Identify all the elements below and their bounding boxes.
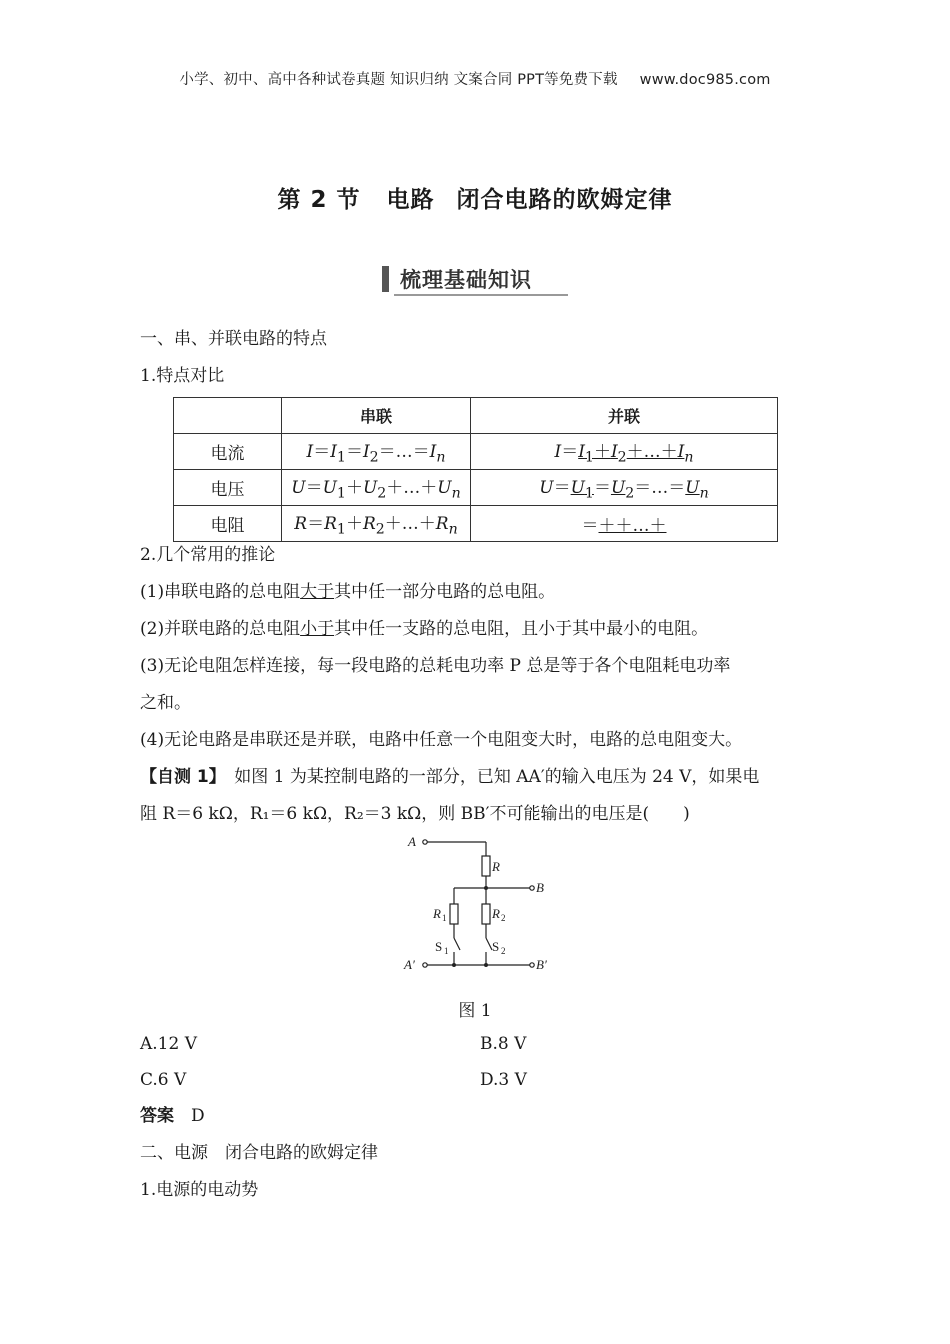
label-a-prime: A′	[404, 957, 415, 972]
label-r2-sub: 2	[501, 913, 506, 923]
option-d[interactable]: D.3 V	[480, 1070, 527, 1090]
corollary-2-answer: 小于	[300, 619, 335, 639]
self-test-line1: 【自测 1】 如图 1 为某控制电路的一部分，已知 AA′的输入电压为 24 V，如果电	[140, 767, 760, 787]
section2-heading: 二、电源 闭合电路的欧姆定律	[140, 1143, 378, 1163]
option-c[interactable]: C.6 V	[140, 1070, 187, 1090]
page-header	[0, 68, 950, 89]
label-s2: S	[492, 939, 500, 954]
subheading-comparison: 1.特点对比	[140, 366, 225, 386]
answer-label: 答案	[140, 1106, 174, 1126]
corollary-1-answer: 大于	[300, 582, 335, 602]
table-header-row	[174, 398, 778, 434]
self-test-line2: 阻 R＝6 kΩ，R₁＝6 kΩ，R₂＝3 kΩ，则 BB′不可能输出的电压是( )	[140, 804, 690, 824]
title-section: 第 2 节	[277, 187, 361, 213]
row-label-resistance: 电阻	[174, 506, 282, 542]
circuit-diagram	[400, 830, 560, 980]
label-s1: S	[435, 939, 443, 954]
table-header-series: 串联	[282, 398, 471, 434]
terminal-b-prime-icon	[530, 963, 534, 967]
label-r1-sub: 1	[442, 913, 447, 923]
resistor-r2-icon	[482, 904, 490, 924]
corollary-2: (2)并联电路的总电阻小于其中任一支路的总电阻，且小于其中最小的电阻。	[140, 619, 709, 639]
answer-line	[140, 1104, 205, 1128]
row-label-voltage: 电压	[174, 470, 282, 506]
label-r: R	[492, 859, 500, 874]
resistor-r-icon	[482, 856, 490, 876]
table-header-empty	[174, 398, 282, 434]
terminal-b-icon	[530, 886, 534, 890]
label-s1-sub: 1	[444, 946, 449, 956]
option-b[interactable]: B.8 V	[480, 1034, 527, 1054]
label-b-prime: B′	[536, 957, 547, 972]
section2-subheading: 1.电源的电动势	[140, 1180, 259, 1200]
self-test-tag: 【自测 1】	[140, 767, 218, 787]
label-b: B	[536, 880, 544, 895]
series-current-formula: $I=I_1=I_2=\dots=I_n$	[282, 434, 471, 470]
parallel-current-formula: $I=I_1+I_2+\dots+I_n$	[471, 434, 778, 470]
label-s2-sub: 2	[501, 946, 506, 956]
parallel-voltage-formula: $U=U_1=U_2=\dots=U_n$	[471, 470, 778, 506]
table-header-parallel: 并联	[471, 398, 778, 434]
header-url[interactable]: www.doc985.com	[639, 72, 771, 88]
series-voltage-formula: $U=U_1+U_2+\dots+U_n$	[282, 470, 471, 506]
title-part2: 闭合电路的欧姆定律	[456, 187, 673, 213]
label-a: A	[408, 834, 416, 849]
figure-caption: 图 1	[458, 1001, 492, 1021]
corollary-3-line1: (3)无论电阻怎样连接，每一段电路的总耗电功率 P 总是等于各个电阻耗电功率	[140, 656, 731, 676]
page-title	[0, 181, 950, 214]
terminal-a-icon	[423, 840, 427, 844]
corollary-3-line2: 之和。	[140, 693, 191, 713]
table-row-resistance	[174, 506, 778, 542]
series-resistance-formula: $R=R_1+R_2+\dots+R_n$	[282, 506, 471, 542]
banner-text: 梳理基础知识	[400, 268, 532, 292]
corollary-1: (1)串联电路的总电阻大于其中任一部分电路的总电阻。	[140, 582, 556, 602]
row-label-current: 电流	[174, 434, 282, 470]
comparison-table	[173, 397, 778, 542]
table-row-current	[174, 434, 778, 470]
terminal-a-prime-icon	[423, 963, 427, 967]
section-banner	[380, 263, 568, 297]
subheading-corollaries: 2.几个常用的推论	[140, 545, 276, 565]
parallel-resistance-formula: ＝＋＋…＋	[471, 506, 778, 542]
corollary-4: (4)无论电路是串联还是并联，电路中任意一个电阻变大时，电路的总电阻变大。	[140, 730, 743, 750]
banner-bar	[382, 266, 389, 292]
title-part1: 电路	[386, 187, 435, 213]
answer-value: D	[191, 1106, 205, 1126]
section1-heading: 一、串、并联电路的特点	[140, 329, 327, 349]
label-r1: R	[433, 906, 441, 921]
header-text: 小学、初中、高中各种试卷真题 知识归纳 文案合同 PPT等免费下载	[179, 72, 618, 88]
option-a[interactable]: A.12 V	[140, 1034, 197, 1054]
resistor-r1-icon	[450, 904, 458, 924]
banner-underline	[394, 294, 568, 296]
switch-s1-icon	[454, 938, 460, 950]
table-row-voltage	[174, 470, 778, 506]
label-r2: R	[492, 906, 500, 921]
